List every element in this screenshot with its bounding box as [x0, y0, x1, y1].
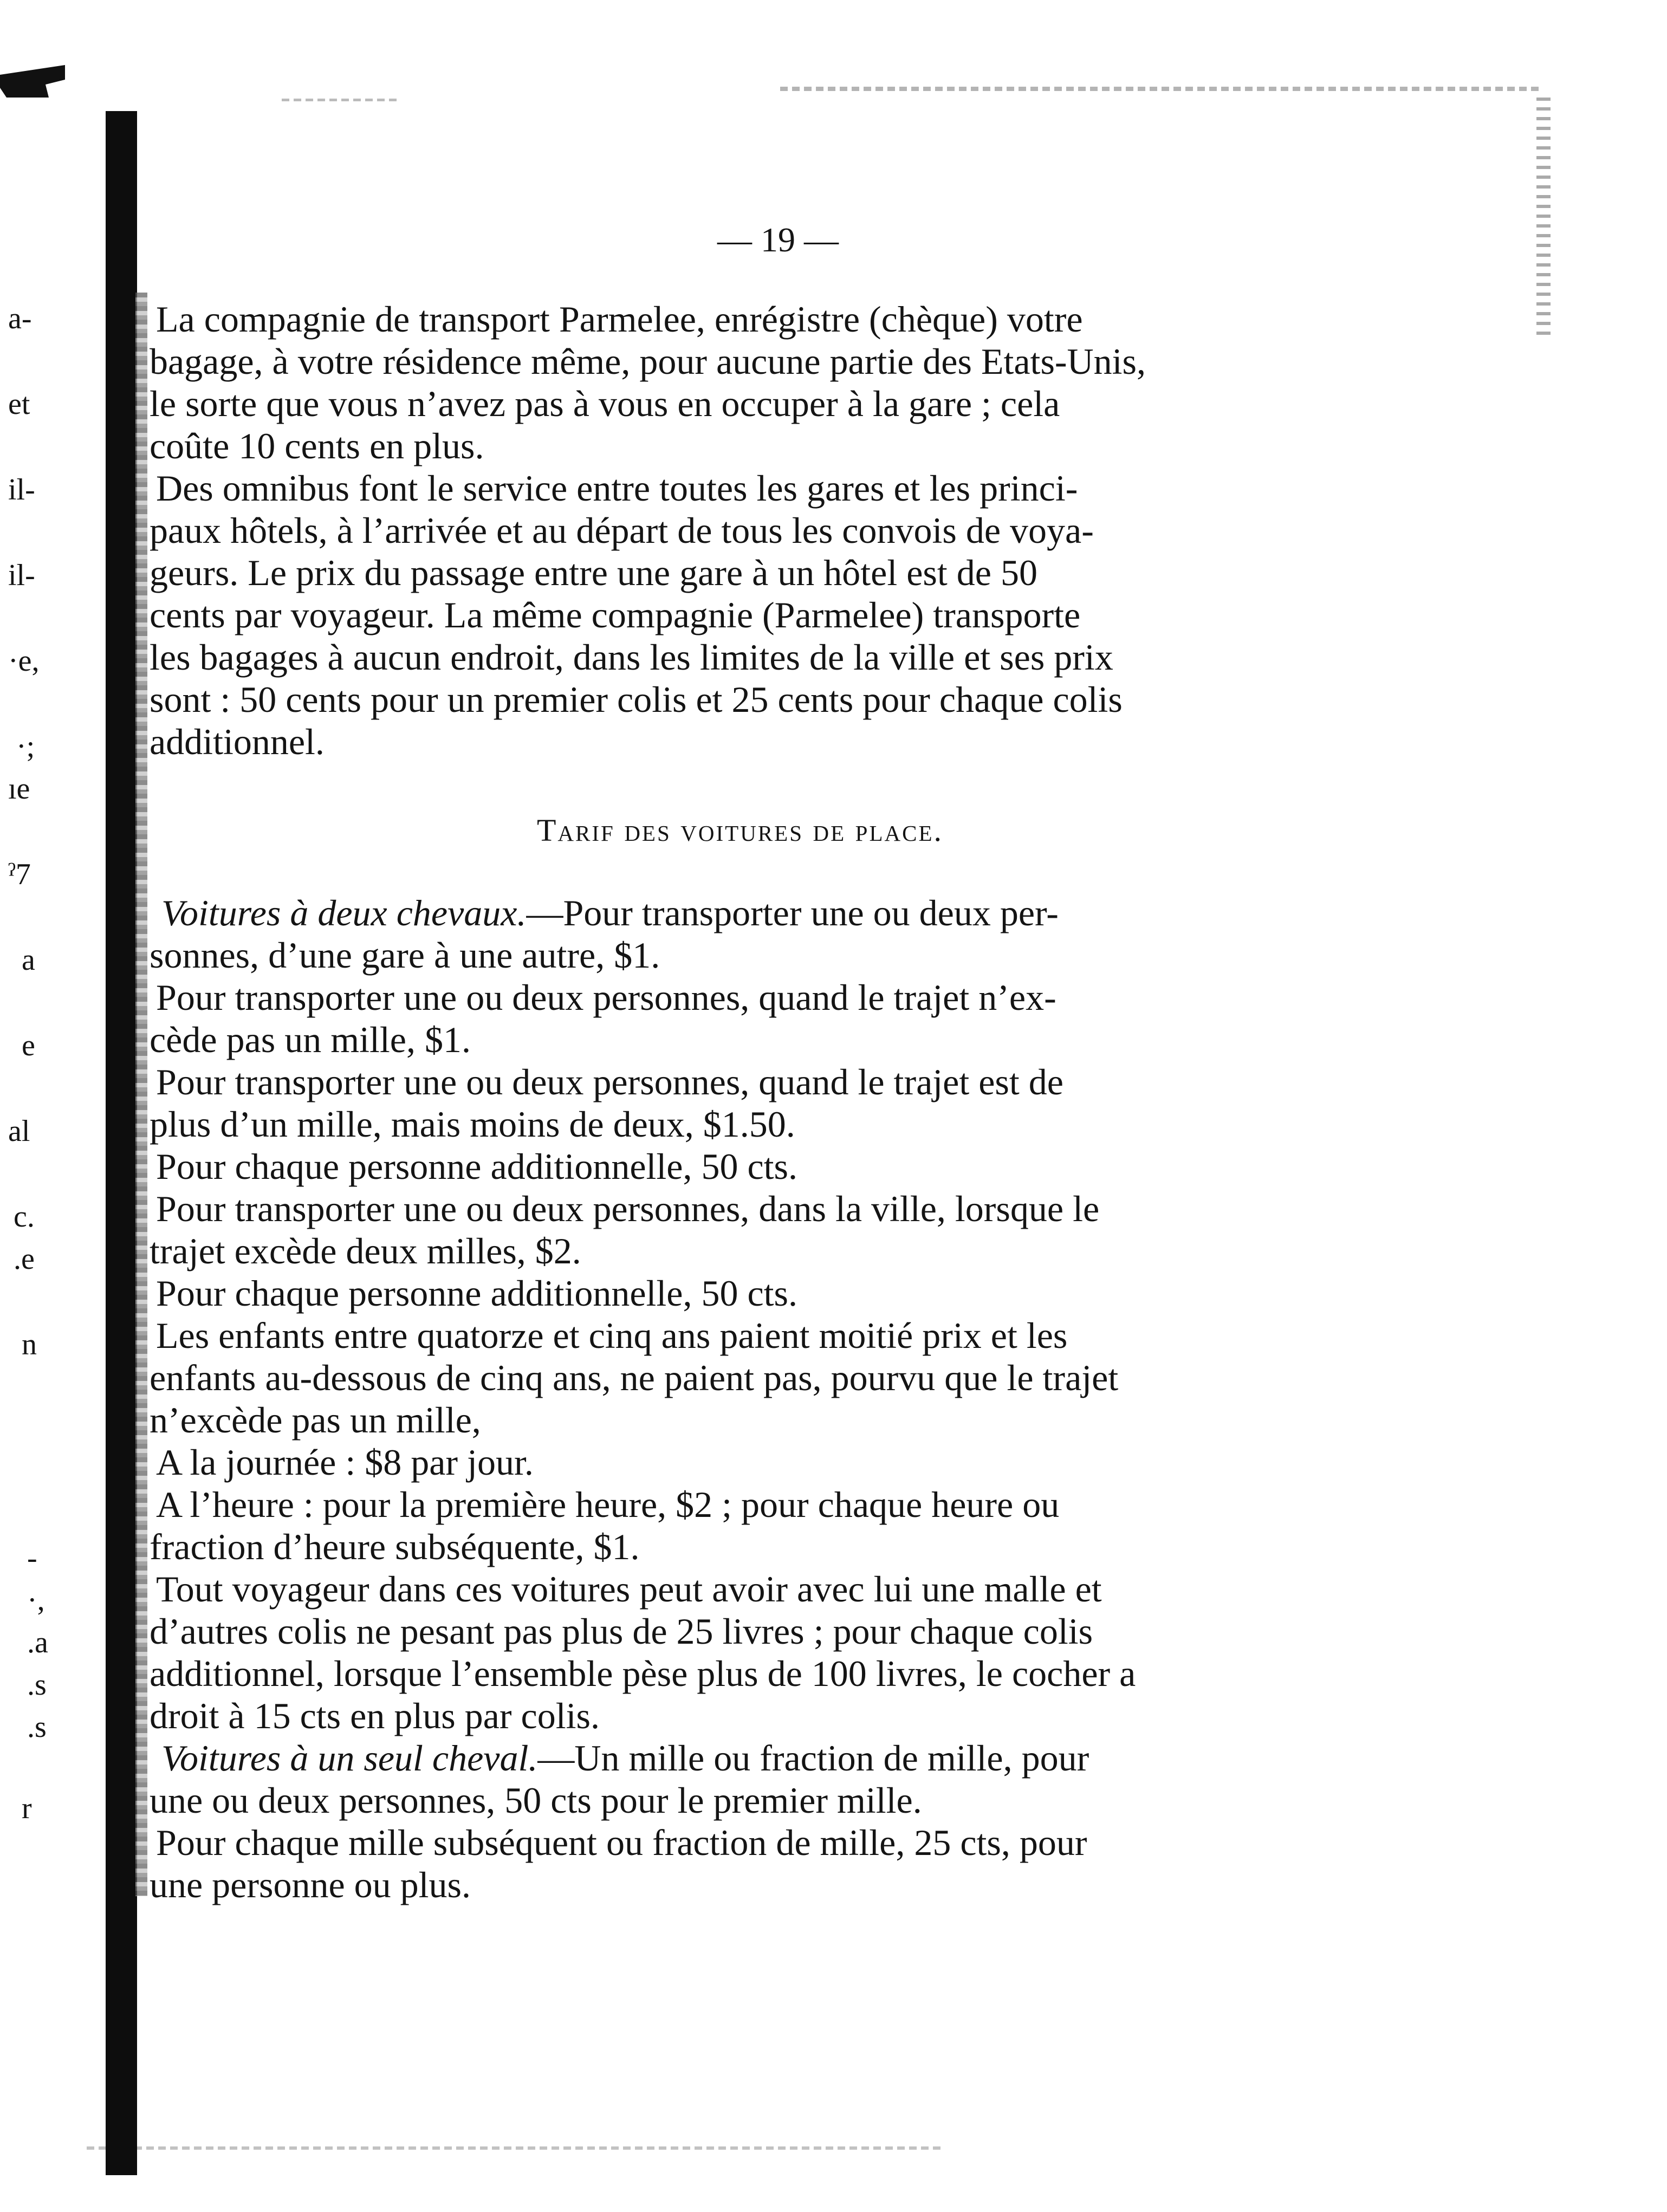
- text-fragment: —Pour transporter une ou deux per-: [526, 892, 1059, 933]
- margin-fragment: ·,: [27, 1584, 45, 1617]
- text-line: une personne ou plus.: [150, 1864, 471, 1905]
- margin-fragment: et: [8, 387, 30, 421]
- text-fragment: —Un mille ou fraction de mille, pour: [537, 1737, 1089, 1779]
- text-line: Pour transporter une ou deux personnes, dans la ville, lorsque le: [156, 1188, 1100, 1229]
- text-line: Pour transporter une ou deux personnes, quand le trajet est de: [156, 1061, 1063, 1102]
- text-line: A l’heure : pour la première heure, $2 ; pour chaque heure ou: [156, 1484, 1060, 1525]
- margin-fragment: -: [27, 1541, 37, 1575]
- text-line: Pour chaque mille subséquent ou fraction de mille, 25 cts, pour: [156, 1822, 1087, 1863]
- text-line: A la journée : $8 par jour.: [156, 1442, 534, 1483]
- scan-artifact-right-edge: [1536, 98, 1551, 336]
- text-line: Tout voyageur dans ces voitures peut avoir avec lui une malle et: [156, 1568, 1102, 1610]
- text-line: n’excède pas un mille,: [150, 1399, 481, 1441]
- margin-fragment: il-: [8, 473, 35, 507]
- scan-corner-mark: [0, 65, 65, 98]
- margin-fragment: ·e,: [8, 644, 40, 678]
- section-lead: Voitures à deux chevaux.: [161, 892, 527, 933]
- margin-fragment: .s: [27, 1668, 47, 1702]
- text-line: droit à 15 cts en plus par colis.: [150, 1695, 600, 1736]
- margin-fragment: a-: [8, 302, 32, 335]
- scan-artifact-rule-left: [282, 99, 401, 101]
- margin-fragment: ıe: [8, 772, 30, 806]
- text-line: trajet excède deux milles, $2.: [150, 1230, 581, 1272]
- page-number: — 19 —: [717, 220, 839, 259]
- text-line: le sorte que vous n’avez pas à vous en occuper à la gare ; cela: [150, 383, 1060, 424]
- text-line: [150, 1737, 1342, 1779]
- text-line: Des omnibus font le service entre toutes les gares et les princi-: [156, 468, 1078, 509]
- text-line: coûte 10 cents en plus.: [150, 425, 484, 466]
- text-line: geurs. Le prix du passage entre une gare à un hôtel est de 50: [150, 552, 1037, 593]
- margin-fragment: ˀ7: [8, 858, 31, 891]
- text-line: [150, 892, 1342, 934]
- margin-fragment: .e: [14, 1242, 35, 1276]
- text-line: bagage, à votre résidence même, pour aucune partie des Etats-Unis,: [150, 341, 1146, 382]
- text-line: Pour transporter une ou deux personnes, quand le trajet n’ex-: [156, 977, 1056, 1018]
- section-title: Tarif des voitures de place.: [536, 813, 943, 848]
- margin-fragment: r: [22, 1792, 32, 1825]
- margin-fragment: e: [22, 1029, 35, 1062]
- text-line: sont : 50 cents pour un premier colis et 25 cents pour chaque colis: [150, 679, 1123, 720]
- binding-gutter: [106, 111, 137, 2175]
- text-line: Pour chaque personne additionnelle, 50 cts.: [156, 1146, 798, 1187]
- margin-fragment: a: [22, 943, 35, 977]
- text-line: sonnes, d’une gare à une autre, $1.: [150, 935, 660, 976]
- text-line: cents par voyageur. La même compagnie (Parmelee) transporte: [150, 594, 1081, 635]
- scan-artifact-rule-top: [780, 87, 1539, 91]
- text-line: Les enfants entre quatorze et cinq ans paient moitié prix et les: [156, 1315, 1068, 1356]
- binding-gutter-edge: [135, 293, 147, 1896]
- margin-fragment: al: [8, 1114, 30, 1148]
- text-line: Pour chaque personne additionnelle, 50 cts.: [156, 1273, 798, 1314]
- text-line: d’autres colis ne pesant pas plus de 25 livres ; pour chaque colis: [150, 1611, 1093, 1652]
- text-line: La compagnie de transport Parmelee, enrégistre (chèque) votre: [156, 299, 1083, 340]
- text-line: une ou deux personnes, 50 cts pour le premier mille.: [150, 1780, 922, 1821]
- margin-fragment: n: [22, 1328, 37, 1361]
- text-line: paux hôtels, à l’arrivée et au départ de tous les convois de voya-: [150, 510, 1094, 551]
- margin-fragment: il-: [8, 559, 35, 592]
- margin-fragment: .s: [27, 1710, 47, 1744]
- section-lead: Voitures à un seul cheval.: [161, 1737, 538, 1779]
- text-line: fraction d’heure subséquente, $1.: [150, 1526, 640, 1567]
- text-line: enfants au-dessous de cinq ans, ne paient pas, pourvu que le trajet: [150, 1357, 1119, 1398]
- scan-artifact-rule-bottom: [87, 2146, 943, 2150]
- text-line: plus d’un mille, mais moins de deux, $1.50.: [150, 1104, 795, 1145]
- margin-fragment: ·;: [16, 730, 35, 763]
- text-line: additionnel.: [150, 721, 325, 762]
- text-line: cède pas un mille, $1.: [150, 1019, 471, 1060]
- margin-fragment: c.: [14, 1200, 35, 1234]
- margin-fragment: .a: [27, 1626, 48, 1659]
- text-line: additionnel, lorsque l’ensemble pèse plus de 100 livres, le cocher a: [150, 1653, 1136, 1694]
- text-line: les bagages à aucun endroit, dans les limites de la ville et ses prix: [150, 637, 1113, 678]
